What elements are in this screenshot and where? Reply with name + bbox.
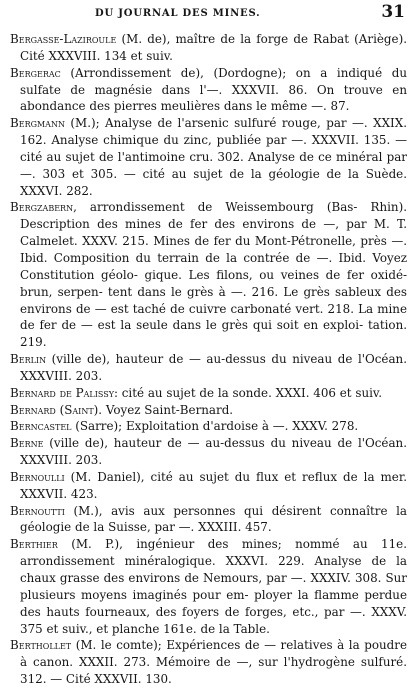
- entry-text-line: de — est taché de cuivre carbonaté vert. 218. La mine: [71, 301, 407, 316]
- entry-text-line: par M. T. Calmelet. XXXV. 215. Mines de fer du: [20, 217, 408, 249]
- page-header: [10, 0, 407, 28]
- entry-text-line: 406 et suiv.: [309, 385, 382, 400]
- entry-text-line: (Arrondissement de), (Dordogne); on a indiqué: [60, 65, 383, 80]
- entry-text-line: XXXIV. 308. Sur plusieurs moyens imaginés pour em-: [20, 571, 407, 602]
- entry-headword: Berthollet: [10, 638, 72, 653]
- index-entry: [10, 65, 407, 116]
- entry-text-line: 302. Analyse de ce minéral par —. 303 et 305. — cité: [20, 149, 407, 181]
- entry-headword: Bergerac: [10, 65, 61, 80]
- index-entry: [10, 115, 407, 199]
- entry-text-line: (Ariège). Cité XXXVIII. 134 et suiv.: [20, 32, 407, 63]
- entry-text-line: —. XXIX. 162. Analyse chimique du zinc, publiée par: [20, 116, 407, 148]
- entry-text-line: de la chaux grasse des environs de Nemours, par —.: [20, 554, 408, 585]
- entry-text-line: à la poudre à canon. XXXII. 273. Mémoire de —,: [20, 638, 407, 670]
- entry-text-line: ployer la flamme perdue des hauts fourneaux, des foyers: [20, 587, 407, 619]
- entry-headword: Berlin: [10, 352, 47, 367]
- entry-text-line: (M. de), maître de la forge de Rabat: [116, 32, 349, 46]
- entry-text-line: de fer de — est la seule dans le grès qui soit en exploi-: [20, 318, 364, 333]
- entry-text-line: la géologie de la Suisse, par —. XXXIII. 457.: [20, 503, 408, 535]
- entry-text-line: de la mer. XXXVII. 423.: [20, 469, 407, 501]
- entry-text-line: (M.), avis aux personnes qui désirent connaître: [64, 503, 388, 518]
- index-entry: [10, 637, 407, 688]
- entry-headword: Berne: [10, 436, 44, 451]
- entry-headword: Bergasse-Laziroule: [10, 32, 117, 46]
- entry-headword: Bernard de Palissy: [10, 385, 114, 400]
- entry-text-line: , arrondissement de Weissembourg (Bas-: [73, 200, 358, 215]
- page-number: 31: [381, 2, 405, 22]
- index-entry: [10, 402, 407, 419]
- index-entries: [10, 31, 407, 688]
- entry-text-line: : cité au sujet de la sonde. XXXI.: [113, 385, 310, 400]
- entry-text-line: (Sarre); Exploitation d'ardoise à —. XXXV.: [71, 419, 328, 434]
- entry-text-line: (M. le comte); Expériences de — relatives: [71, 638, 333, 653]
- entry-text-line: l'Océan. XXXVIII. 203.: [20, 436, 407, 468]
- entry-text-line: l'Océan. XXXVIII. 203.: [20, 352, 407, 383]
- index-entry: [10, 31, 407, 65]
- entry-text-line: (ville de), hauteur de — au-dessus du niveau de: [46, 352, 353, 367]
- entry-headword: Bernoutti: [10, 503, 65, 518]
- index-entry: [10, 199, 407, 351]
- entry-text-line: (M. Daniel), cité au sujet du flux et reflux: [64, 469, 338, 484]
- entry-text-line: Voyez Saint-Bernard.: [102, 402, 234, 417]
- entry-headword: Berncastel: [10, 419, 72, 434]
- entry-text-line: tent dans le grès à —. 216. Le grès sableux des environs: [20, 284, 407, 316]
- entry-text-line: Mont-Pétronelle, près —. Ibid. Composition du terrain: [20, 234, 407, 265]
- entry-text-line: de la contrée de —. Ibid. Voyez Constitution géolo-: [20, 250, 407, 282]
- entry-headword: Bergmann: [10, 116, 65, 131]
- entry-text-line: (M. P.), ingénieur des mines; nommé au 11e.: [57, 537, 407, 552]
- index-entry: [10, 385, 407, 402]
- index-entry: [10, 351, 407, 385]
- entry-headword: Berthier: [10, 537, 58, 552]
- entry-text-line: sur l'hydrogène sulfuré. 312. — Cité XXXVII. 130.: [20, 655, 407, 687]
- entry-text-line: de forges, etc., par —. XXXV. 375 et suiv., et planche: [20, 604, 407, 636]
- entry-text-line: 161e. de la Table.: [159, 621, 270, 636]
- index-entry: [10, 418, 407, 435]
- entry-text-line: arrondissement minéralogique. XXXVI. 229. Analyse: [20, 554, 362, 569]
- entry-text-line: —. XXXVII. 135. — cité au sujet de l'antimoine cru.: [20, 133, 407, 164]
- entry-text-line: Rhin). Description des mines de fer des environs de —,: [20, 200, 407, 232]
- index-entry: [10, 435, 407, 469]
- entry-headword: Bergzabern: [10, 200, 74, 215]
- index-entry: [10, 503, 407, 537]
- entry-text-line: en abondance des pierres meulières dans le même —. 87.: [20, 82, 408, 114]
- entry-text-line: du sulfate de magnésie dans l'—. XXXVII. 86. On trouve: [20, 65, 407, 97]
- entry-text-line: gique. Les filons, ou veines de fer oxidé-brun, serpen-: [20, 267, 408, 299]
- journal-page: [10, 0, 407, 700]
- index-entry: [10, 536, 407, 637]
- entry-text-line: tation. 219.: [20, 318, 408, 350]
- entry-headword: Bernard (Saint).: [10, 402, 103, 417]
- entry-text-line: 278.: [327, 419, 359, 434]
- index-entry: [10, 469, 407, 503]
- entry-text-line: (ville de), hauteur de — au-dessus du niveau de: [43, 436, 353, 451]
- entry-text-line: (M.); Analyse de l'arsenic sulfuré rouge, par: [64, 116, 347, 131]
- entry-headword: Bernoulli: [10, 469, 65, 484]
- entry-text-line: au sujet de la géologie de la Suède. XXXVI. 282.: [20, 166, 407, 198]
- running-title: DU JOURNAL DES MINES.: [95, 8, 261, 19]
